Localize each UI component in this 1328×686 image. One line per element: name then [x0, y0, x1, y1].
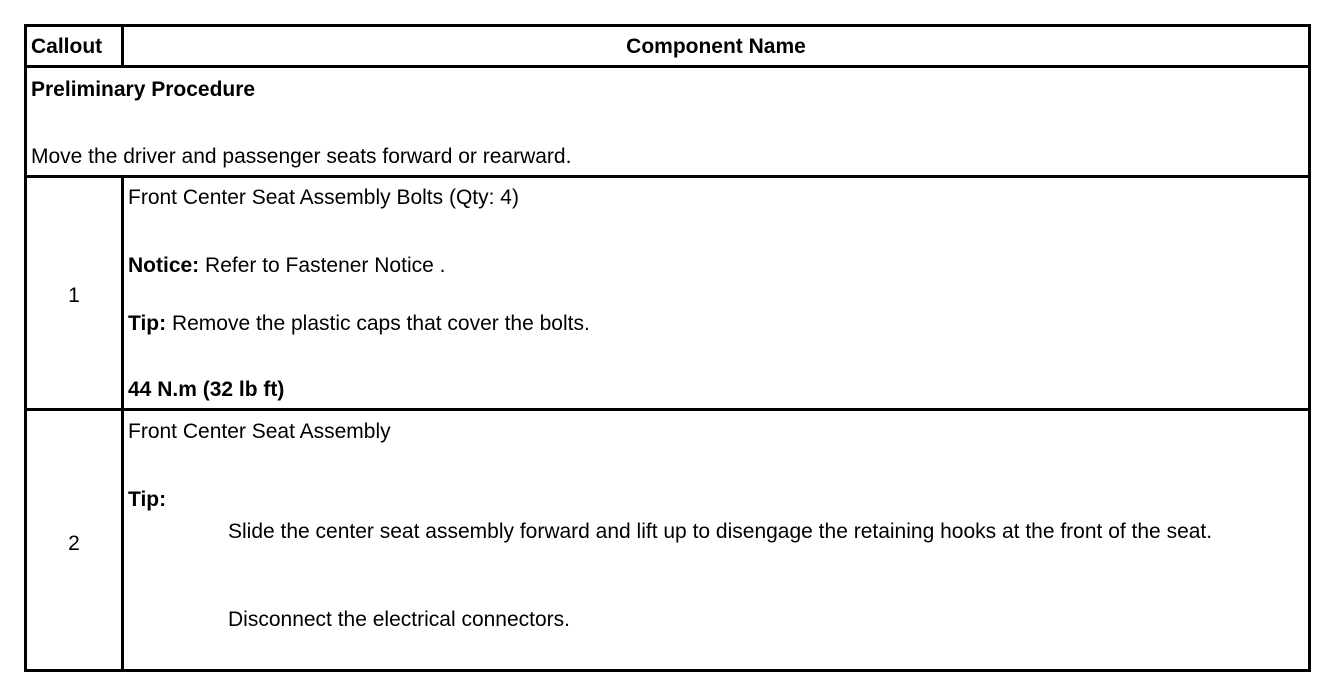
row-2-tip-2: Disconnect the electrical connectors. [228, 608, 570, 631]
notice-text: Refer to Fastener Notice . [199, 254, 446, 277]
header-divider [27, 65, 1308, 68]
row-divider [27, 408, 1308, 411]
notice-label: Notice: [128, 254, 200, 277]
row-1-component: Front Center Seat Assembly Bolts (Qty: 4) [128, 186, 519, 209]
row-2-tip-1: Slide the center seat assembly forward and lift up to disengage the retaining hooks at the front of the seat. [228, 520, 1213, 543]
row-2-tip-label: Tip: [128, 488, 167, 511]
preliminary-title: Preliminary Procedure [31, 78, 256, 101]
row-2-callout: 2 [68, 532, 80, 555]
column-divider [121, 175, 124, 669]
row-1-tip [128, 312, 590, 336]
tip-label: Tip: [128, 312, 167, 335]
preliminary-divider [27, 175, 1308, 178]
row-2-component: Front Center Seat Assembly [128, 420, 391, 443]
row-1-torque: 44 N.m (32 lb ft) [128, 378, 285, 401]
row-1-callout: 1 [68, 284, 80, 307]
row-1-notice [128, 254, 445, 278]
preliminary-text: Move the driver and passenger seats forward or rearward. [31, 145, 572, 168]
procedure-table [24, 24, 1311, 672]
header-component-name: Component Name [626, 35, 806, 58]
header-callout: Callout [31, 35, 103, 58]
tip-text: Remove the plastic caps that cover the bolts. [166, 312, 590, 335]
